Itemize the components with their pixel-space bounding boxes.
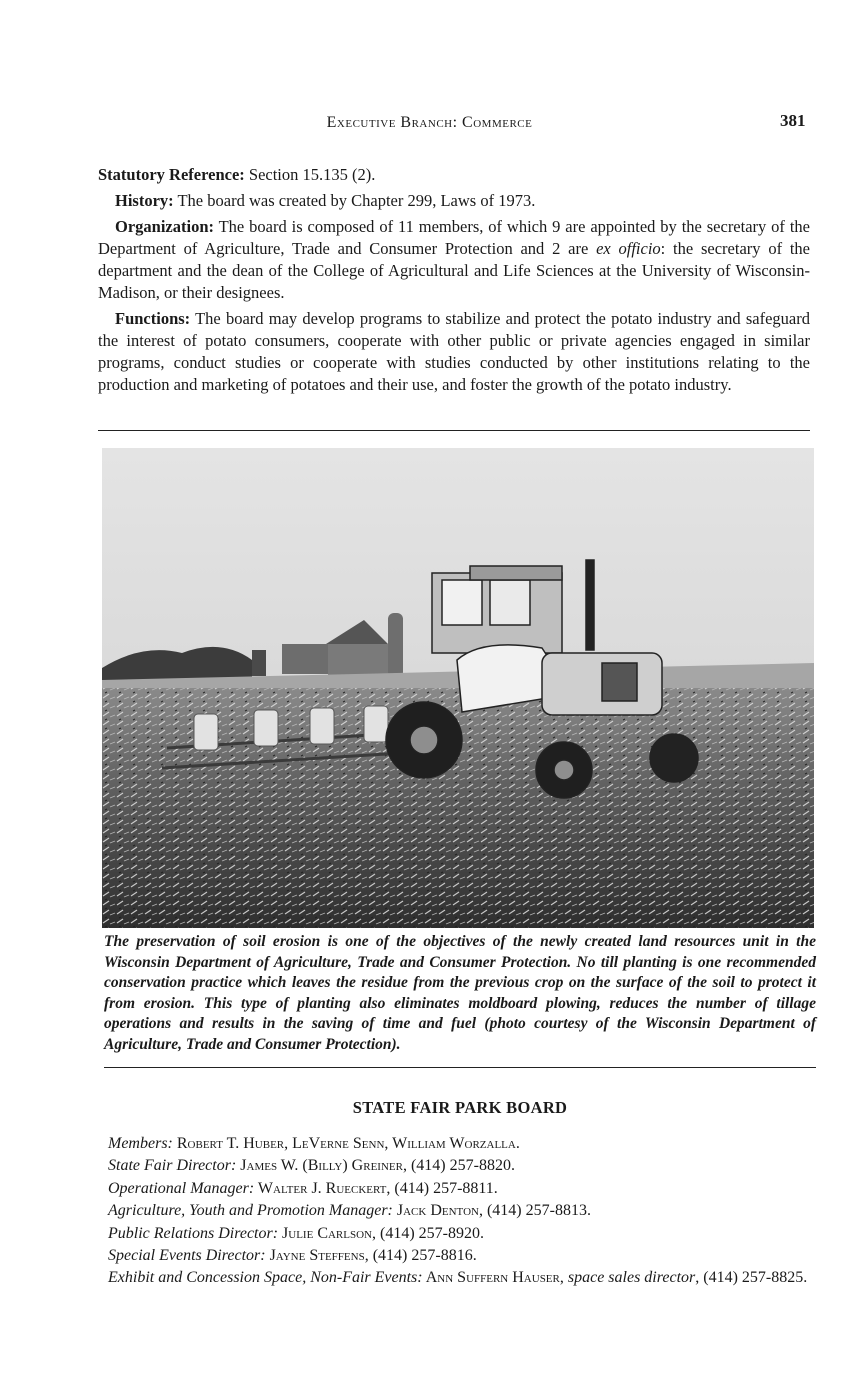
person-name: James W. (Billy) Greiner — [236, 1157, 403, 1175]
page-number: 381 — [780, 111, 806, 130]
roster-line-public-relations — [108, 1223, 820, 1245]
photo-caption: The preservation of soil erosion is one of the objectives of the newly created land resources unit in the Wisconsin Department of Agriculture, Trade and Consumer Protection. No till planting is one recommended conservation practice which leaves the residue from the previous crop on the surface of the soil to protect it from erosion. This type of planting also eliminates moldboard plowing, reduces the number of tillage operations and results in the saving of time and fuel (photo courtesy of the Wisconsin Department of Agriculture, Trade and Consumer Protection). — [104, 933, 816, 1053]
organization-text-after: : the secretary of the department and the dean of the College of Agricultural and Life Sciences at the University of Wisconsin-Madison, or their designees. — [98, 239, 811, 302]
phone-number: , (414) 257-8813. — [478, 1202, 591, 1220]
section-title-state-fair-park-board: STATE FAIR PARK BOARD — [352, 1098, 568, 1117]
role-label: State Fair Director: — [108, 1157, 237, 1175]
roster-line-agriculture-manager — [108, 1200, 820, 1222]
potato-board-description — [98, 164, 810, 400]
roster-line-members — [108, 1133, 820, 1155]
statutory-reference-label: Statutory Reference: — [98, 165, 245, 184]
role-label: Public Relations Director: — [108, 1224, 279, 1242]
role-label: Special Events Director: — [108, 1247, 266, 1265]
history-label: History: — [115, 191, 174, 210]
roster-line-special-events — [108, 1245, 820, 1267]
history-text: The board was created by Chapter 299, Laws of 1973. — [173, 191, 536, 210]
person-name: Walter J. Rueckert — [254, 1179, 387, 1197]
roster-line-operational-manager — [108, 1178, 820, 1200]
functions-label: Functions: — [115, 309, 191, 328]
member-names: Robert T. Huber, LeVerne Senn, William Worzalla. — [172, 1135, 520, 1152]
person-name: Julie Carlson — [278, 1224, 372, 1242]
person-name: Jayne Steffens — [265, 1247, 365, 1265]
role-label: Operational Manager: — [108, 1179, 255, 1197]
phone-number: , (414) 257-8920. — [372, 1224, 484, 1242]
tractor-field-photo — [102, 448, 814, 928]
person-name: Ann Suffern Hauser — [422, 1269, 560, 1287]
statutory-reference-paragraph — [98, 164, 810, 186]
statutory-reference-text: Section 15.135 (2). — [244, 165, 376, 184]
running-head: Executive Branch: Commerce — [326, 114, 533, 131]
organization-label: Organization: — [115, 217, 214, 236]
phone-number: , (414) 257-8825. — [695, 1269, 808, 1287]
role-label: Members: — [108, 1135, 173, 1152]
role-label: Exhibit and Concession Space, Non-Fair Events: — [108, 1269, 423, 1287]
phone-number: , (414) 257-8820. — [402, 1157, 515, 1175]
organization-text-before: The board is composed of 11 members, of which 9 are appointed by the secretary of the Department of Agriculture, Trade and Consumer Protection and 2 are — [98, 217, 810, 258]
divider-rule-top — [98, 430, 810, 431]
functions-paragraph — [98, 308, 810, 396]
person-name: Jack Denton — [392, 1202, 479, 1220]
separator: , — [559, 1269, 568, 1287]
functions-text: The board may develop programs to stabilize and protect the potato industry and safeguard the interest of potato consumers, cooperate with other public or private agencies engaged in similar programs, conduct studies or cooperate with studies conducted by other institutions relating to the production and marketing of potatoes and their use, and foster the growth of the potato industry. — [98, 309, 810, 394]
tractor-photo-illustration — [102, 448, 814, 928]
state-fair-roster — [108, 1133, 820, 1290]
organization-italic-term: ex officio — [596, 239, 661, 258]
roster-line-director — [108, 1155, 820, 1177]
person-title: space sales director — [567, 1269, 696, 1287]
organization-paragraph — [98, 216, 810, 304]
history-paragraph — [98, 190, 810, 212]
phone-number: , (414) 257-8816. — [364, 1247, 477, 1265]
role-label: Agriculture, Youth and Promotion Manager: — [108, 1202, 393, 1220]
roster-line-exhibit-space — [108, 1267, 820, 1289]
phone-number: , (414) 257-8811. — [386, 1179, 498, 1197]
divider-rule-bottom — [104, 1067, 816, 1068]
